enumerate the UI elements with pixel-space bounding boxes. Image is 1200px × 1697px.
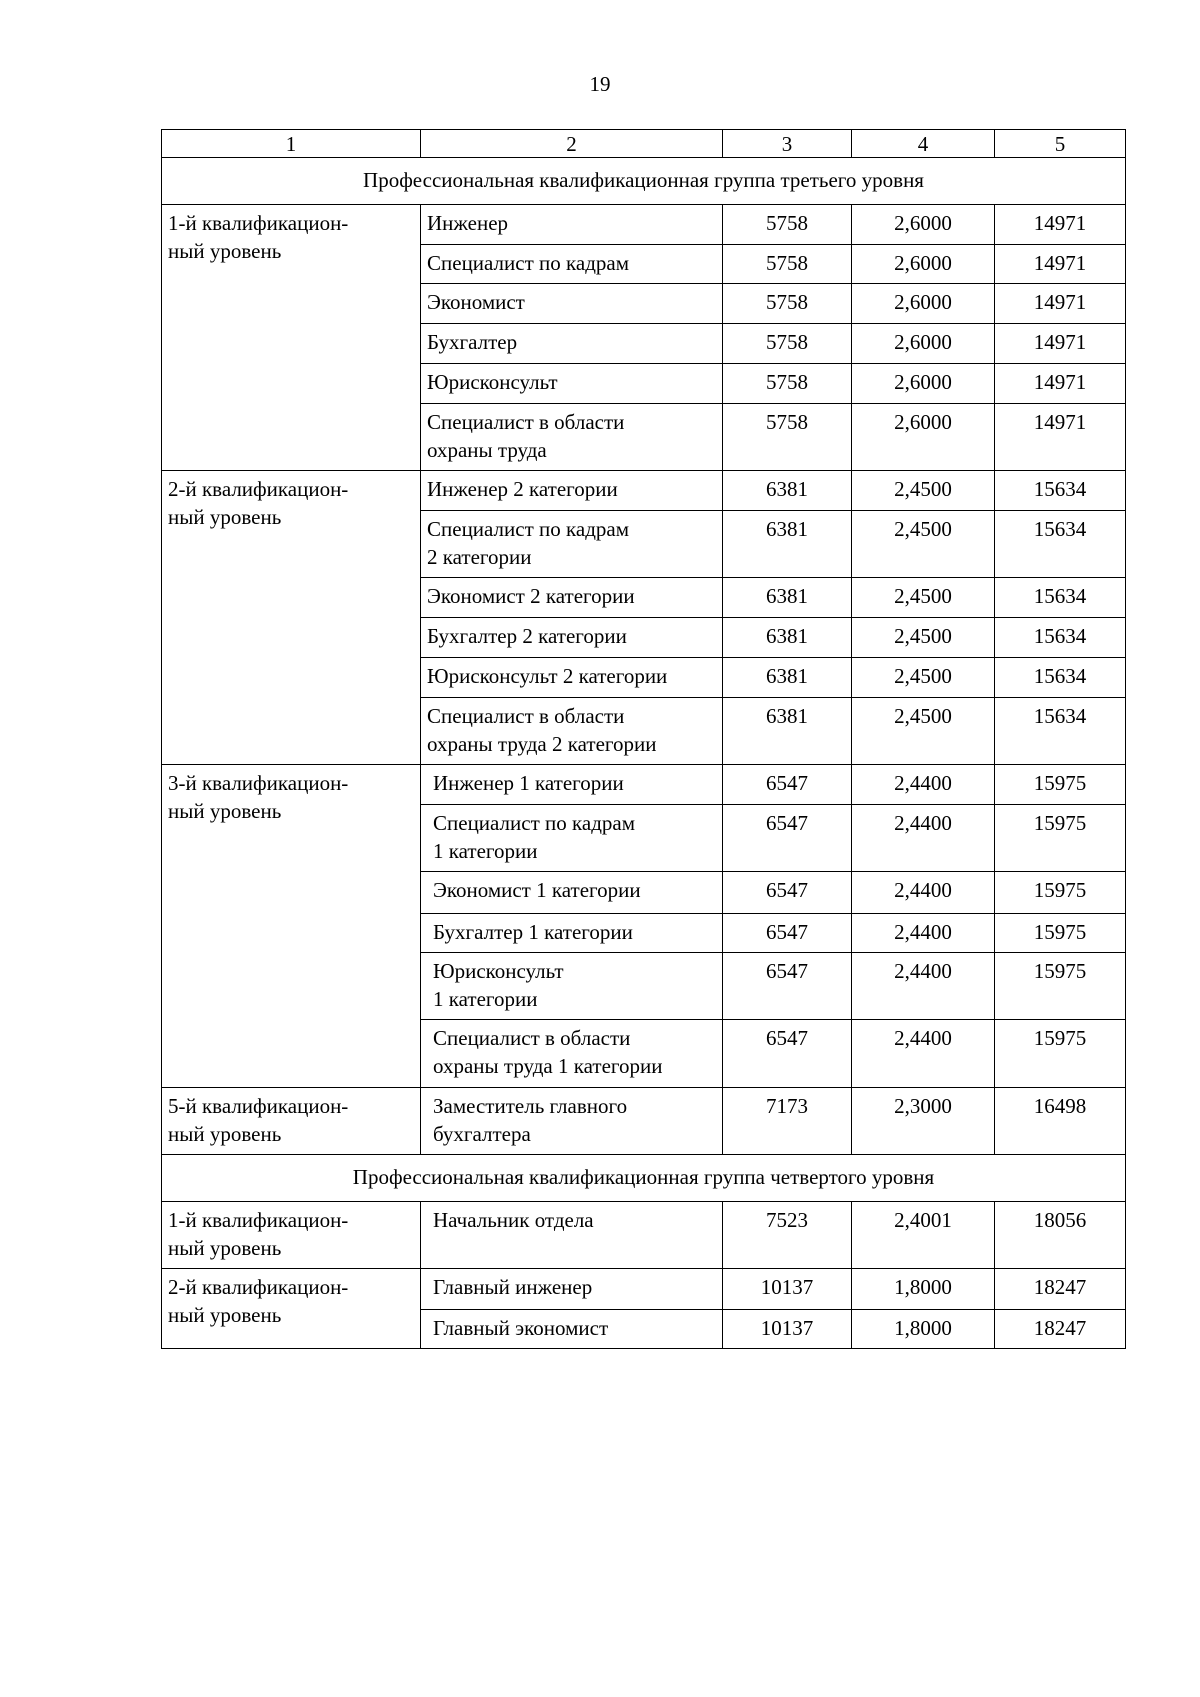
total-salary: 15975 (995, 914, 1126, 953)
base-salary: 7523 (723, 1202, 852, 1269)
coefficient: 2,3000 (852, 1088, 995, 1155)
total-salary: 15634 (995, 511, 1126, 578)
group-title-row (162, 158, 1126, 205)
qualification-level: 5-й квалификацион- ный уровень (162, 1088, 421, 1155)
base-salary: 10137 (723, 1269, 852, 1310)
position-name: Юрисконсульт 2 категории (421, 658, 723, 698)
total-salary: 18247 (995, 1269, 1126, 1310)
column-header-5: 5 (995, 130, 1126, 158)
base-salary: 6381 (723, 471, 852, 511)
position-name: Бухгалтер (421, 324, 723, 364)
coefficient: 2,4500 (852, 698, 995, 765)
coefficient: 2,4500 (852, 578, 995, 618)
coefficient: 2,4400 (852, 914, 995, 953)
position-name: Заместитель главного бухгалтера (421, 1088, 723, 1155)
coefficient: 2,6000 (852, 404, 995, 471)
base-salary: 7173 (723, 1088, 852, 1155)
position-name: Начальник отдела (421, 1202, 723, 1269)
table-row (162, 1269, 1126, 1310)
total-salary: 15975 (995, 765, 1126, 805)
base-salary: 5758 (723, 284, 852, 324)
total-salary: 14971 (995, 245, 1126, 284)
base-salary: 6547 (723, 914, 852, 953)
column-header-4: 4 (852, 130, 995, 158)
coefficient: 2,6000 (852, 205, 995, 245)
coefficient: 2,4500 (852, 471, 995, 511)
table-row (162, 1202, 1126, 1269)
coefficient: 2,6000 (852, 364, 995, 404)
base-salary: 6547 (723, 953, 852, 1020)
column-header-3: 3 (723, 130, 852, 158)
position-name: Главный экономист (421, 1310, 723, 1349)
base-salary: 5758 (723, 364, 852, 404)
group-title-row (162, 1155, 1126, 1202)
total-salary: 15634 (995, 578, 1126, 618)
total-salary: 15634 (995, 698, 1126, 765)
table-row (162, 205, 1126, 245)
position-name: Юрисконсульт 1 категории (421, 953, 723, 1020)
total-salary: 14971 (995, 404, 1126, 471)
base-salary: 6381 (723, 698, 852, 765)
position-name: Экономист (421, 284, 723, 324)
position-name: Главный инженер (421, 1269, 723, 1310)
base-salary: 5758 (723, 205, 852, 245)
table-row (162, 471, 1126, 511)
position-name: Специалист по кадрам 1 категории (421, 805, 723, 872)
base-salary: 6381 (723, 578, 852, 618)
base-salary: 6547 (723, 1020, 852, 1088)
coefficient: 2,4500 (852, 658, 995, 698)
total-salary: 15975 (995, 872, 1126, 914)
position-name: Бухгалтер 1 категории (421, 914, 723, 953)
total-salary: 18056 (995, 1202, 1126, 1269)
position-name: Инженер 1 категории (421, 765, 723, 805)
position-name: Бухгалтер 2 категории (421, 618, 723, 658)
table-row (162, 1088, 1126, 1155)
position-name: Экономист 1 категории (421, 872, 723, 914)
position-name: Юрисконсульт (421, 364, 723, 404)
table-row (162, 765, 1126, 805)
position-name: Специалист в области охраны труда 2 категории (421, 698, 723, 765)
column-number-row (162, 130, 1126, 158)
group-title: Профессиональная квалификационная группа третьего уровня (162, 158, 1126, 205)
column-header-1: 1 (162, 130, 421, 158)
group-title: Профессиональная квалификационная группа четвертого уровня (162, 1155, 1126, 1202)
qualification-level: 2-й квалификацион- ный уровень (162, 1269, 421, 1349)
total-salary: 18247 (995, 1310, 1126, 1349)
base-salary: 6381 (723, 618, 852, 658)
coefficient: 2,4500 (852, 511, 995, 578)
total-salary: 15975 (995, 953, 1126, 1020)
total-salary: 14971 (995, 284, 1126, 324)
base-salary: 6547 (723, 805, 852, 872)
base-salary: 6547 (723, 872, 852, 914)
qualification-level: 2-й квалификацион- ный уровень (162, 471, 421, 765)
qualification-level: 1-й квалификацион- ный уровень (162, 1202, 421, 1269)
base-salary: 5758 (723, 324, 852, 364)
coefficient: 2,6000 (852, 284, 995, 324)
coefficient: 1,8000 (852, 1310, 995, 1349)
coefficient: 2,6000 (852, 245, 995, 284)
position-name: Специалист по кадрам (421, 245, 723, 284)
total-salary: 15634 (995, 618, 1126, 658)
total-salary: 14971 (995, 324, 1126, 364)
position-name: Инженер 2 категории (421, 471, 723, 511)
total-salary: 14971 (995, 205, 1126, 245)
total-salary: 14971 (995, 364, 1126, 404)
position-name: Экономист 2 категории (421, 578, 723, 618)
column-header-2: 2 (421, 130, 723, 158)
total-salary: 15975 (995, 1020, 1126, 1088)
salary-table (161, 129, 1126, 1349)
total-salary: 15634 (995, 471, 1126, 511)
base-salary: 10137 (723, 1310, 852, 1349)
base-salary: 6381 (723, 511, 852, 578)
coefficient: 1,8000 (852, 1269, 995, 1310)
coefficient: 2,4400 (852, 872, 995, 914)
position-name: Инженер (421, 205, 723, 245)
qualification-level: 1-й квалификацион- ный уровень (162, 205, 421, 471)
position-name: Специалист в области охраны труда 1 категории (421, 1020, 723, 1088)
total-salary: 15975 (995, 805, 1126, 872)
total-salary: 15634 (995, 658, 1126, 698)
page-number: 19 (589, 72, 611, 96)
base-salary: 5758 (723, 404, 852, 471)
coefficient: 2,4001 (852, 1202, 995, 1269)
coefficient: 2,4400 (852, 953, 995, 1020)
base-salary: 6381 (723, 658, 852, 698)
coefficient: 2,4400 (852, 805, 995, 872)
coefficient: 2,4500 (852, 618, 995, 658)
total-salary: 16498 (995, 1088, 1126, 1155)
qualification-level: 3-й квалификацион- ный уровень (162, 765, 421, 1088)
position-name: Специалист по кадрам 2 категории (421, 511, 723, 578)
base-salary: 6547 (723, 765, 852, 805)
position-name: Специалист в области охраны труда (421, 404, 723, 471)
coefficient: 2,4400 (852, 765, 995, 805)
base-salary: 5758 (723, 245, 852, 284)
coefficient: 2,6000 (852, 324, 995, 364)
coefficient: 2,4400 (852, 1020, 995, 1088)
